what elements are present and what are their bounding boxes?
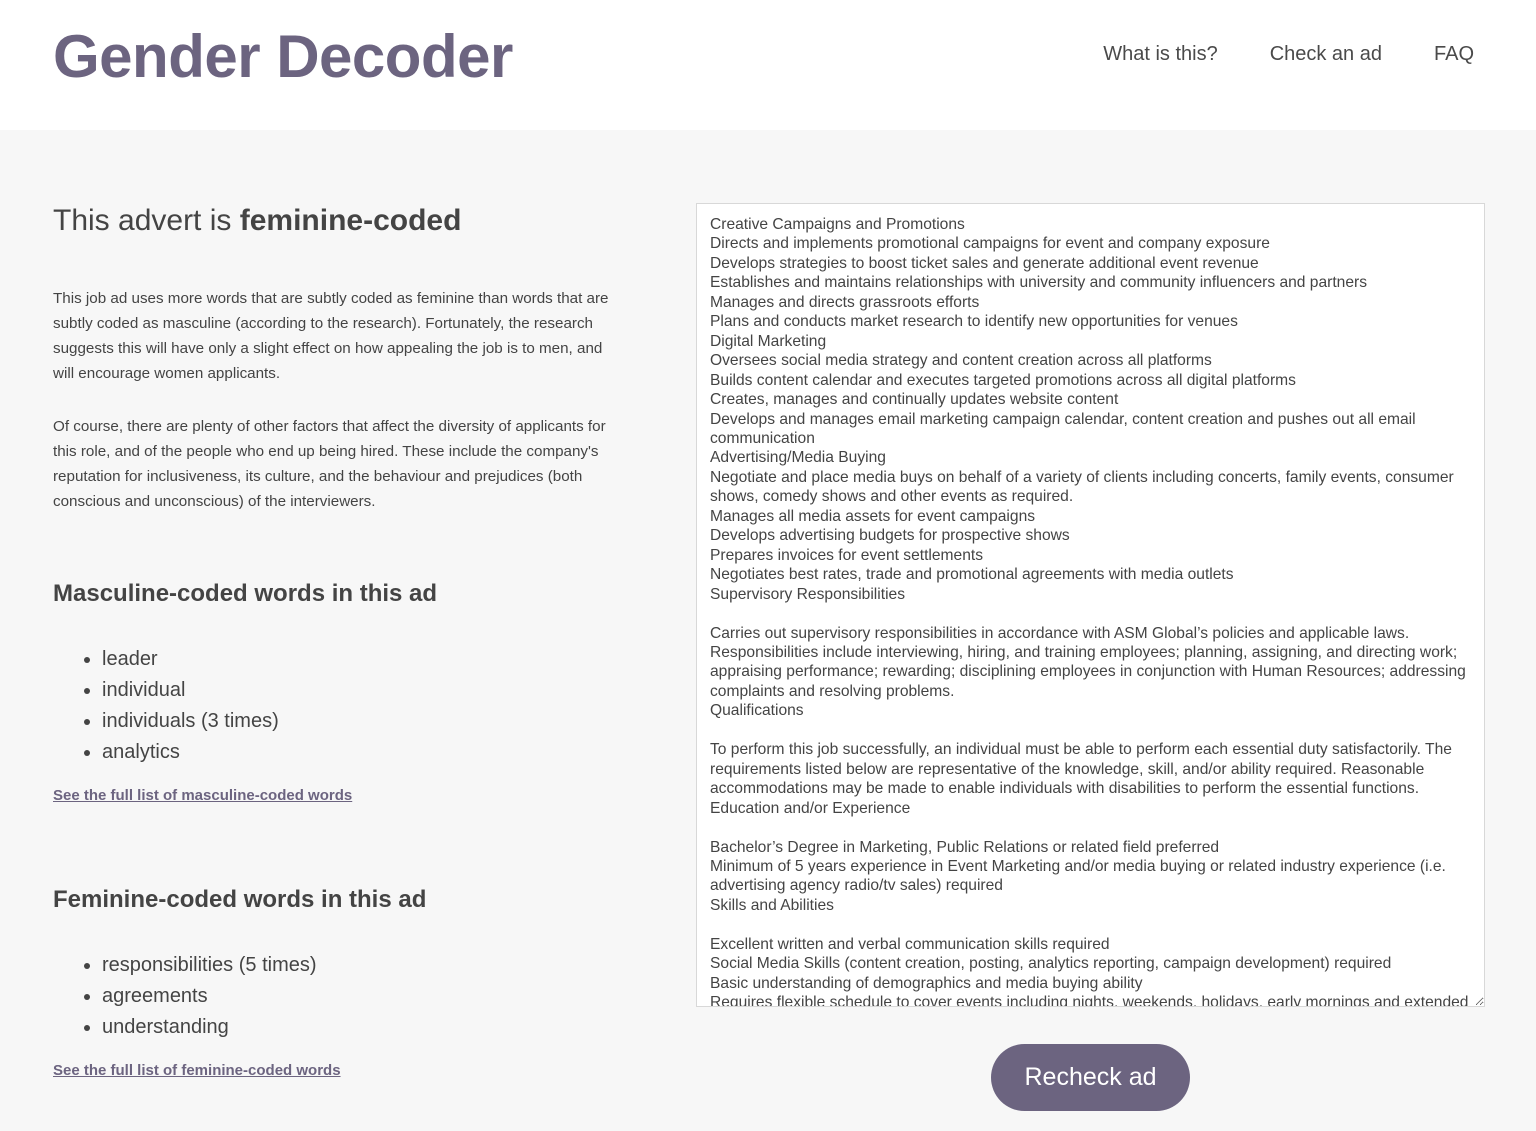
list-item: • analytics bbox=[102, 737, 613, 768]
ad-text-input[interactable] bbox=[696, 203, 1485, 1007]
nav-check-an-ad[interactable]: Check an ad bbox=[1269, 43, 1382, 65]
caveat-text: Of course, there are plenty of other factors that affect the diversity of applicants for this role, and of the people who end up being hired. These include the company's reputation for inclusiveness, its culture, and the behaviour and prejudices (both conscious and unconscious) of the interviewers. bbox=[53, 418, 606, 510]
feminine-heading: Feminine-coded words in this ad bbox=[53, 886, 427, 913]
feminine-full-list-link[interactable]: See the full list of feminine-coded words bbox=[53, 1062, 341, 1079]
list-item: • leader bbox=[102, 644, 613, 675]
list-item: • agreements bbox=[102, 981, 613, 1012]
masculine-full-list-link[interactable]: See the full list of masculine-coded words bbox=[53, 787, 353, 804]
explanation-text: This job ad uses more words that are subtly coded as feminine than words that are subtly coded as masculine (according to the research). Fortunately, the research suggests this will have only a slight effect on how appealing the job is to men, and will encourage women applicants. bbox=[53, 290, 609, 382]
site-header bbox=[0, 0, 1536, 130]
list-item: • understanding bbox=[102, 1012, 613, 1043]
list-item: • individuals (3 times) bbox=[102, 706, 613, 737]
nav-what-is-this[interactable]: What is this? bbox=[1103, 43, 1218, 65]
verdict-value: feminine-coded bbox=[239, 204, 462, 237]
site-title-link[interactable]: Gender Decoder bbox=[53, 23, 513, 90]
nav-faq[interactable]: FAQ bbox=[1433, 43, 1474, 65]
feminine-word-list bbox=[102, 950, 613, 1043]
recheck-ad-button[interactable]: Recheck ad bbox=[991, 1044, 1190, 1111]
main-nav bbox=[1103, 43, 1474, 66]
masculine-words-section bbox=[53, 580, 613, 805]
verdict-prefix: This advert is bbox=[53, 204, 240, 237]
list-item: • responsibilities (5 times) bbox=[102, 950, 613, 981]
masculine-word-list bbox=[102, 644, 613, 768]
result-summary bbox=[53, 200, 613, 514]
masculine-heading: Masculine-coded words in this ad bbox=[53, 580, 438, 607]
feminine-words-section bbox=[53, 886, 613, 1080]
list-item: • individual bbox=[102, 675, 613, 706]
verdict-heading bbox=[53, 200, 613, 242]
